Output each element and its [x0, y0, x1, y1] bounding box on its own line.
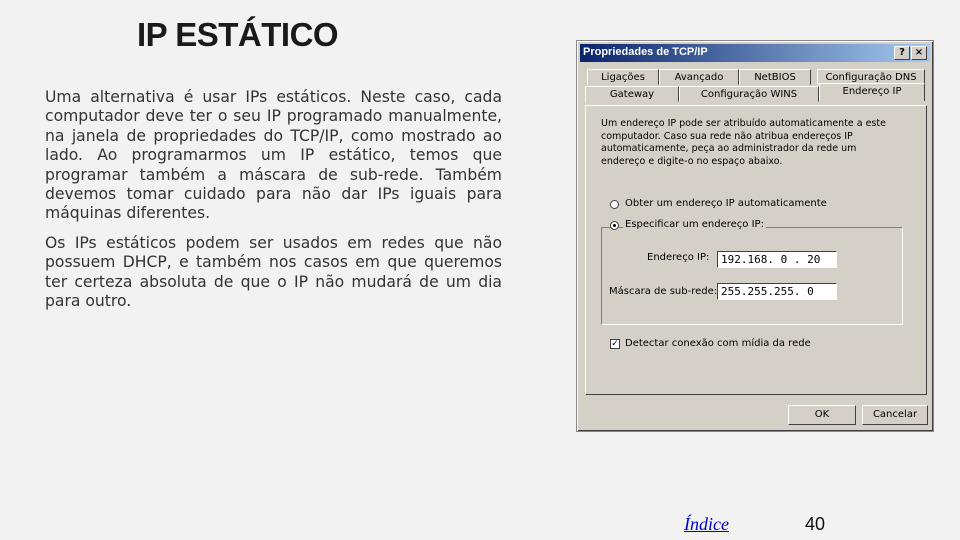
- page-number: 40: [805, 514, 826, 534]
- cancel-button[interactable]: Cancelar: [862, 405, 928, 425]
- ip-address-field[interactable]: 192.168. 0 . 20: [717, 251, 837, 268]
- close-icon[interactable]: ×: [911, 46, 927, 60]
- tab-configuracao-wins[interactable]: Configuração WINS: [679, 86, 819, 102]
- radio-auto-ip-label[interactable]: Obter um endereço IP automaticamente: [625, 198, 827, 209]
- ok-button[interactable]: OK: [788, 405, 856, 425]
- tab-endereco-ip[interactable]: Endereço IP: [819, 83, 925, 101]
- paragraph-2: Os IPs estáticos podem ser usados em redes que não possuem DHCP, e também nos casos em que queremos ter certeza absoluta de que o IP não mudará de um dia para outro.: [45, 233, 502, 311]
- tab-ligacoes[interactable]: Ligações: [587, 69, 659, 85]
- dialog-title: Propriedades de TCP/IP: [583, 46, 708, 58]
- paragraph-1: Uma alternativa é usar IPs estáticos. Neste caso, cada computador deve ter o seu IP programado manualmente, na janela de propriedades do TCP/IP, como mostrado ao lado. Ao programarmos um IP estático, temos que programar também a máscara de sub-rede. Também devemos tomar cuidado para não dar IPs iguais para máquinas diferentes.: [45, 88, 502, 223]
- tab-gateway[interactable]: Gateway: [585, 86, 679, 102]
- tab-configuracao-dns[interactable]: Configuração DNS: [817, 69, 925, 85]
- dialog-titlebar: [580, 44, 930, 62]
- help-icon[interactable]: ?: [894, 46, 910, 60]
- detect-media-label[interactable]: Detectar conexão com mídia da rede: [625, 338, 811, 349]
- specify-ip-group: [601, 227, 903, 325]
- radio-specify-ip-label[interactable]: Especificar um endereço IP:: [625, 219, 764, 230]
- ip-address-label: Endereço IP:: [647, 252, 710, 263]
- radio-specify-ip[interactable]: [610, 221, 619, 230]
- subnet-mask-field[interactable]: 255.255.255. 0: [717, 283, 837, 300]
- tab-avancado[interactable]: Avançado: [659, 69, 739, 85]
- subnet-mask-label: Máscara de sub-rede:: [609, 286, 718, 297]
- slide-title: IP ESTÁTICO: [137, 16, 339, 53]
- tcpip-properties-dialog: [576, 40, 934, 432]
- detect-media-checkbox[interactable]: ✓: [611, 339, 619, 349]
- ip-description: Um endereço IP pode ser atribuído automaticamente a este computador. Caso sua rede não atribua endereços IP automaticamente, peça ao administrador da rede um endereço e digite-o no espaço abaixo.: [601, 118, 886, 167]
- index-link[interactable]: Índice: [684, 514, 729, 534]
- slide-body: [45, 88, 502, 321]
- tab-netbios[interactable]: NetBIOS: [739, 69, 811, 85]
- radio-auto-ip[interactable]: [610, 200, 619, 209]
